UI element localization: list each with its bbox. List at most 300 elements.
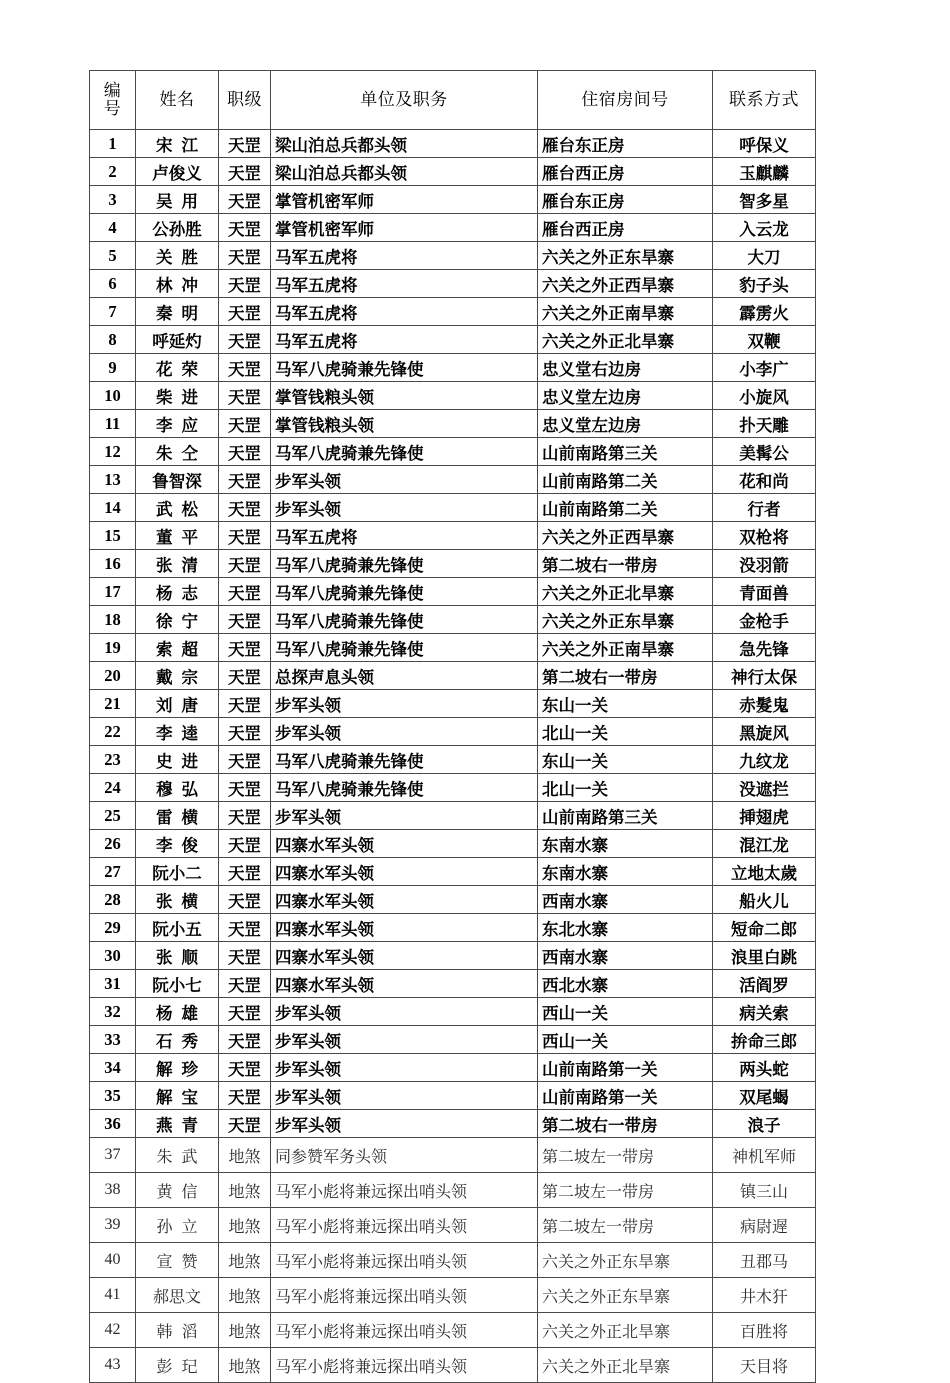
cell-name (136, 354, 219, 382)
cell-room: 东北水寨 (538, 914, 713, 942)
cell-rank: 天罡 (219, 998, 271, 1026)
cell-name (136, 690, 219, 718)
cell-name (136, 382, 219, 410)
cell-duty: 马军小彪将兼远探出哨头领 (271, 1208, 538, 1243)
cell-alias: 拚命三郎 (713, 1026, 816, 1054)
cell-name (136, 242, 219, 270)
cell-rank: 地煞 (219, 1173, 271, 1208)
person-name-text: 刘唐 (156, 695, 207, 715)
person-name-text: 阮小七 (152, 975, 202, 995)
cell-id: 39 (90, 1208, 136, 1243)
cell-rank: 天罡 (219, 242, 271, 270)
cell-room: 第二坡左一带房 (538, 1138, 713, 1173)
cell-duty: 掌管机密军师 (271, 214, 538, 242)
cell-duty: 马军八虎骑兼先锋使 (271, 746, 538, 774)
cell-alias: 浪子 (713, 1110, 816, 1138)
table-row (90, 830, 816, 858)
cell-duty: 四寨水军头领 (271, 858, 538, 886)
cell-name (136, 522, 219, 550)
cell-id: 3 (90, 186, 136, 214)
cell-room: 东山一关 (538, 746, 713, 774)
cell-room: 山前南路第一关 (538, 1082, 713, 1110)
person-name-text: 董平 (156, 527, 207, 547)
cell-room: 六关之外正西旱寨 (538, 270, 713, 298)
cell-rank: 天罡 (219, 662, 271, 690)
cell-rank: 天罡 (219, 494, 271, 522)
cell-duty: 步军头领 (271, 466, 538, 494)
cell-alias: 玉麒麟 (713, 158, 816, 186)
column-header-duty: 单位及职务 (271, 71, 538, 130)
cell-duty: 马军八虎骑兼先锋使 (271, 550, 538, 578)
cell-room: 六关之外正西旱寨 (538, 522, 713, 550)
table-row (90, 354, 816, 382)
cell-rank: 天罡 (219, 914, 271, 942)
cell-name (136, 438, 219, 466)
table-row (90, 1110, 816, 1138)
cell-room: 山前南路第一关 (538, 1054, 713, 1082)
cell-alias: 天目将 (713, 1348, 816, 1383)
cell-id: 6 (90, 270, 136, 298)
cell-duty: 步军头领 (271, 998, 538, 1026)
cell-room: 六关之外正南旱寨 (538, 634, 713, 662)
column-header-id: 编号 (90, 71, 136, 130)
cell-alias: 神行太保 (713, 662, 816, 690)
person-name-text: 解珍 (156, 1059, 207, 1079)
cell-id: 8 (90, 326, 136, 354)
cell-room: 六关之外正南旱寨 (538, 298, 713, 326)
cell-id: 12 (90, 438, 136, 466)
person-name-text: 柴进 (156, 387, 207, 407)
cell-name (136, 746, 219, 774)
cell-rank: 天罡 (219, 830, 271, 858)
table-row (90, 578, 816, 606)
table-row (90, 858, 816, 886)
person-name-text: 朱武 (156, 1148, 207, 1166)
cell-rank: 天罡 (219, 1110, 271, 1138)
cell-room: 六关之外正北旱寨 (538, 326, 713, 354)
cell-alias: 没遮拦 (713, 774, 816, 802)
cell-duty: 马军五虎将 (271, 242, 538, 270)
cell-name (136, 1138, 219, 1173)
person-name-text: 张清 (156, 555, 207, 575)
cell-name (136, 186, 219, 214)
person-name-text: 孙立 (156, 1218, 207, 1236)
cell-room: 山前南路第二关 (538, 466, 713, 494)
cell-rank: 天罡 (219, 354, 271, 382)
cell-duty: 梁山泊总兵都头领 (271, 130, 538, 158)
cell-id: 40 (90, 1243, 136, 1278)
person-name-text: 李应 (156, 415, 207, 435)
cell-duty: 总探声息头领 (271, 662, 538, 690)
cell-id: 1 (90, 130, 136, 158)
cell-duty: 四寨水军头领 (271, 942, 538, 970)
cell-alias: 呼保义 (713, 130, 816, 158)
person-name-text: 燕青 (156, 1115, 207, 1135)
cell-id: 43 (90, 1348, 136, 1383)
cell-alias: 丑郡马 (713, 1243, 816, 1278)
cell-duty: 马军五虎将 (271, 326, 538, 354)
cell-rank: 天罡 (219, 186, 271, 214)
cell-id: 30 (90, 942, 136, 970)
cell-rank: 地煞 (219, 1138, 271, 1173)
cell-room: 雁台西正房 (538, 158, 713, 186)
cell-room: 第二坡左一带房 (538, 1208, 713, 1243)
cell-duty: 掌管钱粮头领 (271, 410, 538, 438)
cell-room: 雁台西正房 (538, 214, 713, 242)
cell-alias: 扑天雕 (713, 410, 816, 438)
person-name-text: 索超 (156, 639, 207, 659)
cell-duty: 马军八虎骑兼先锋使 (271, 606, 538, 634)
cell-name (136, 1110, 219, 1138)
cell-rank: 天罡 (219, 438, 271, 466)
cell-id: 9 (90, 354, 136, 382)
cell-alias: 短命二郎 (713, 914, 816, 942)
person-name-text: 宣赞 (156, 1253, 207, 1271)
person-name-text: 黄信 (156, 1183, 207, 1201)
cell-id: 20 (90, 662, 136, 690)
person-name-text: 朱仝 (156, 443, 207, 463)
table-row (90, 1082, 816, 1110)
cell-room: 六关之外正东旱寨 (538, 606, 713, 634)
cell-id: 21 (90, 690, 136, 718)
cell-duty: 马军八虎骑兼先锋使 (271, 578, 538, 606)
cell-name (136, 830, 219, 858)
cell-rank: 天罡 (219, 550, 271, 578)
cell-rank: 天罡 (219, 746, 271, 774)
cell-id: 23 (90, 746, 136, 774)
cell-name (136, 326, 219, 354)
table-row (90, 298, 816, 326)
cell-room: 北山一关 (538, 718, 713, 746)
table-row (90, 690, 816, 718)
roster-sheet (89, 70, 815, 1383)
cell-duty: 步军头领 (271, 1026, 538, 1054)
cell-duty: 马军小彪将兼远探出哨头领 (271, 1243, 538, 1278)
table-row (90, 522, 816, 550)
cell-room: 山前南路第三关 (538, 802, 713, 830)
cell-room: 西山一关 (538, 1026, 713, 1054)
cell-name (136, 550, 219, 578)
cell-duty: 掌管机密军师 (271, 186, 538, 214)
cell-room: 西北水寨 (538, 970, 713, 998)
cell-room: 六关之外正东旱寨 (538, 1278, 713, 1313)
table-row (90, 802, 816, 830)
cell-rank: 天罡 (219, 298, 271, 326)
cell-duty: 步军头领 (271, 1054, 538, 1082)
cell-rank: 天罡 (219, 606, 271, 634)
cell-rank: 天罡 (219, 130, 271, 158)
cell-alias: 花和尚 (713, 466, 816, 494)
cell-room: 东山一关 (538, 690, 713, 718)
cell-alias: 病尉遟 (713, 1208, 816, 1243)
person-name-text: 吴用 (156, 191, 207, 211)
cell-alias: 活阎罗 (713, 970, 816, 998)
cell-duty: 马军小彪将兼远探出哨头领 (271, 1348, 538, 1383)
person-name-text: 花荣 (156, 359, 207, 379)
cell-id: 41 (90, 1278, 136, 1313)
cell-name (136, 466, 219, 494)
cell-alias: 霹雳火 (713, 298, 816, 326)
cell-rank: 天罡 (219, 802, 271, 830)
cell-room: 忠义堂右边房 (538, 354, 713, 382)
cell-room: 东南水寨 (538, 858, 713, 886)
table-row (90, 242, 816, 270)
cell-id: 33 (90, 1026, 136, 1054)
person-name-text: 呼延灼 (152, 331, 202, 351)
table-row (90, 270, 816, 298)
cell-id: 35 (90, 1082, 136, 1110)
cell-room: 第二坡右一带房 (538, 550, 713, 578)
table-row (90, 1138, 816, 1173)
cell-alias: 挿翅虎 (713, 802, 816, 830)
cell-id: 38 (90, 1173, 136, 1208)
column-header-rank: 职级 (219, 71, 271, 130)
cell-room: 西山一关 (538, 998, 713, 1026)
cell-duty: 梁山泊总兵都头领 (271, 158, 538, 186)
cell-duty: 步军头领 (271, 718, 538, 746)
cell-name (136, 270, 219, 298)
header-row (90, 71, 816, 130)
cell-name (136, 634, 219, 662)
person-name-text: 戴宗 (156, 667, 207, 687)
cell-alias: 急先锋 (713, 634, 816, 662)
cell-duty: 步军头领 (271, 802, 538, 830)
cell-room: 雁台东正房 (538, 130, 713, 158)
person-name-text: 阮小二 (152, 863, 202, 883)
cell-room: 第二坡右一带房 (538, 662, 713, 690)
cell-alias: 九纹龙 (713, 746, 816, 774)
cell-name (136, 158, 219, 186)
cell-rank: 天罡 (219, 326, 271, 354)
person-name-text: 林冲 (156, 275, 207, 295)
cell-room: 西南水寨 (538, 886, 713, 914)
cell-rank: 天罡 (219, 1026, 271, 1054)
cell-name (136, 802, 219, 830)
cell-rank: 天罡 (219, 1054, 271, 1082)
cell-duty: 步军头领 (271, 690, 538, 718)
cell-rank: 天罡 (219, 270, 271, 298)
cell-id: 27 (90, 858, 136, 886)
person-name-text: 彭玘 (156, 1358, 207, 1376)
cell-name (136, 1026, 219, 1054)
table-row (90, 410, 816, 438)
cell-duty: 步军头领 (271, 1082, 538, 1110)
cell-rank: 天罡 (219, 466, 271, 494)
cell-id: 31 (90, 970, 136, 998)
person-name-text: 郝思文 (152, 1288, 201, 1306)
table-row (90, 718, 816, 746)
cell-duty: 步军头领 (271, 1110, 538, 1138)
cell-name (136, 1313, 219, 1348)
table-row (90, 942, 816, 970)
cell-alias: 两头蛇 (713, 1054, 816, 1082)
cell-id: 42 (90, 1313, 136, 1348)
table-row (90, 1173, 816, 1208)
cell-id: 18 (90, 606, 136, 634)
cell-rank: 地煞 (219, 1243, 271, 1278)
cell-rank: 天罡 (219, 886, 271, 914)
cell-id: 25 (90, 802, 136, 830)
cell-duty: 同参赞军务头领 (271, 1138, 538, 1173)
cell-name (136, 858, 219, 886)
cell-alias: 小旋风 (713, 382, 816, 410)
cell-name (136, 718, 219, 746)
cell-alias: 青面兽 (713, 578, 816, 606)
table-row (90, 382, 816, 410)
cell-alias: 黑旋风 (713, 718, 816, 746)
cell-room: 忠义堂左边房 (538, 382, 713, 410)
cell-alias: 赤髮鬼 (713, 690, 816, 718)
cell-name (136, 130, 219, 158)
cell-room: 雁台东正房 (538, 186, 713, 214)
cell-rank: 天罡 (219, 158, 271, 186)
cell-name (136, 998, 219, 1026)
table-row (90, 1278, 816, 1313)
table-row (90, 970, 816, 998)
cell-id: 17 (90, 578, 136, 606)
cell-alias: 井木犴 (713, 1278, 816, 1313)
person-name-text: 李逵 (156, 723, 207, 743)
cell-id: 26 (90, 830, 136, 858)
cell-name (136, 1243, 219, 1278)
cell-id: 32 (90, 998, 136, 1026)
cell-alias: 病关索 (713, 998, 816, 1026)
cell-id: 28 (90, 886, 136, 914)
cell-duty: 马军五虎将 (271, 522, 538, 550)
cell-alias: 镇三山 (713, 1173, 816, 1208)
person-name-text: 武松 (156, 499, 207, 519)
cell-alias: 小李广 (713, 354, 816, 382)
cell-room: 北山一关 (538, 774, 713, 802)
cell-id: 15 (90, 522, 136, 550)
cell-duty: 马军五虎将 (271, 270, 538, 298)
table-row (90, 494, 816, 522)
cell-duty: 马军小彪将兼远探出哨头领 (271, 1278, 538, 1313)
cell-rank: 地煞 (219, 1208, 271, 1243)
person-name-text: 鲁智深 (152, 471, 202, 491)
cell-rank: 天罡 (219, 410, 271, 438)
cell-rank: 天罡 (219, 858, 271, 886)
table-row (90, 1313, 816, 1348)
table-row (90, 662, 816, 690)
cell-rank: 地煞 (219, 1348, 271, 1383)
cell-duty: 四寨水军头领 (271, 914, 538, 942)
person-name-text: 韩滔 (156, 1323, 207, 1341)
cell-room: 东南水寨 (538, 830, 713, 858)
cell-duty: 马军八虎骑兼先锋使 (271, 438, 538, 466)
cell-duty: 四寨水军头领 (271, 830, 538, 858)
cell-id: 13 (90, 466, 136, 494)
cell-duty: 马军小彪将兼远探出哨头领 (271, 1173, 538, 1208)
cell-rank: 天罡 (219, 942, 271, 970)
cell-rank: 天罡 (219, 970, 271, 998)
table-header (90, 71, 816, 130)
cell-id: 14 (90, 494, 136, 522)
cell-alias: 豹子头 (713, 270, 816, 298)
cell-name (136, 606, 219, 634)
table-row (90, 550, 816, 578)
cell-alias: 神机军师 (713, 1138, 816, 1173)
column-header-alias: 联系方式 (713, 71, 816, 130)
cell-name (136, 886, 219, 914)
table-row (90, 214, 816, 242)
cell-name (136, 942, 219, 970)
cell-room: 西南水寨 (538, 942, 713, 970)
cell-alias: 金枪手 (713, 606, 816, 634)
cell-name (136, 214, 219, 242)
cell-name (136, 298, 219, 326)
cell-alias: 智多星 (713, 186, 816, 214)
cell-id: 4 (90, 214, 136, 242)
cell-duty: 马军八虎骑兼先锋使 (271, 634, 538, 662)
person-name-text: 徐宁 (156, 611, 207, 631)
cell-id: 11 (90, 410, 136, 438)
person-name-text: 张横 (156, 891, 207, 911)
table-row (90, 466, 816, 494)
cell-rank: 天罡 (219, 690, 271, 718)
cell-alias: 美髯公 (713, 438, 816, 466)
cell-alias: 混江龙 (713, 830, 816, 858)
table-row (90, 1243, 816, 1278)
cell-rank: 天罡 (219, 214, 271, 242)
cell-id: 36 (90, 1110, 136, 1138)
person-name-text: 秦明 (156, 303, 207, 323)
cell-duty: 步军头领 (271, 494, 538, 522)
person-name-text: 李俊 (156, 835, 207, 855)
cell-name (136, 1278, 219, 1313)
cell-alias: 百胜将 (713, 1313, 816, 1348)
cell-room: 六关之外正北旱寨 (538, 1313, 713, 1348)
cell-name (136, 1054, 219, 1082)
cell-alias: 双枪将 (713, 522, 816, 550)
cell-name (136, 914, 219, 942)
table-row (90, 634, 816, 662)
cell-alias: 大刀 (713, 242, 816, 270)
table-row (90, 914, 816, 942)
cell-name (136, 774, 219, 802)
cell-alias: 入云龙 (713, 214, 816, 242)
cell-id: 19 (90, 634, 136, 662)
person-name-text: 杨雄 (156, 1003, 207, 1023)
cell-id: 24 (90, 774, 136, 802)
table-row (90, 746, 816, 774)
column-header-room: 住宿房间号 (538, 71, 713, 130)
cell-rank: 天罡 (219, 634, 271, 662)
cell-alias: 船火儿 (713, 886, 816, 914)
table-row (90, 130, 816, 158)
table-row (90, 606, 816, 634)
cell-id: 10 (90, 382, 136, 410)
cell-name (136, 970, 219, 998)
cell-room: 忠义堂左边房 (538, 410, 713, 438)
cell-room: 六关之外正北旱寨 (538, 1348, 713, 1383)
cell-id: 5 (90, 242, 136, 270)
cell-alias: 立地太歲 (713, 858, 816, 886)
cell-room: 第二坡右一带房 (538, 1110, 713, 1138)
cell-duty: 马军小彪将兼远探出哨头领 (271, 1313, 538, 1348)
table-row (90, 998, 816, 1026)
cell-id: 22 (90, 718, 136, 746)
person-name-text: 雷横 (156, 807, 207, 827)
table-row (90, 774, 816, 802)
cell-rank: 天罡 (219, 522, 271, 550)
cell-duty: 马军五虎将 (271, 298, 538, 326)
cell-room: 山前南路第二关 (538, 494, 713, 522)
table-row (90, 886, 816, 914)
cell-name (136, 1348, 219, 1383)
cell-name (136, 1082, 219, 1110)
table-row (90, 186, 816, 214)
